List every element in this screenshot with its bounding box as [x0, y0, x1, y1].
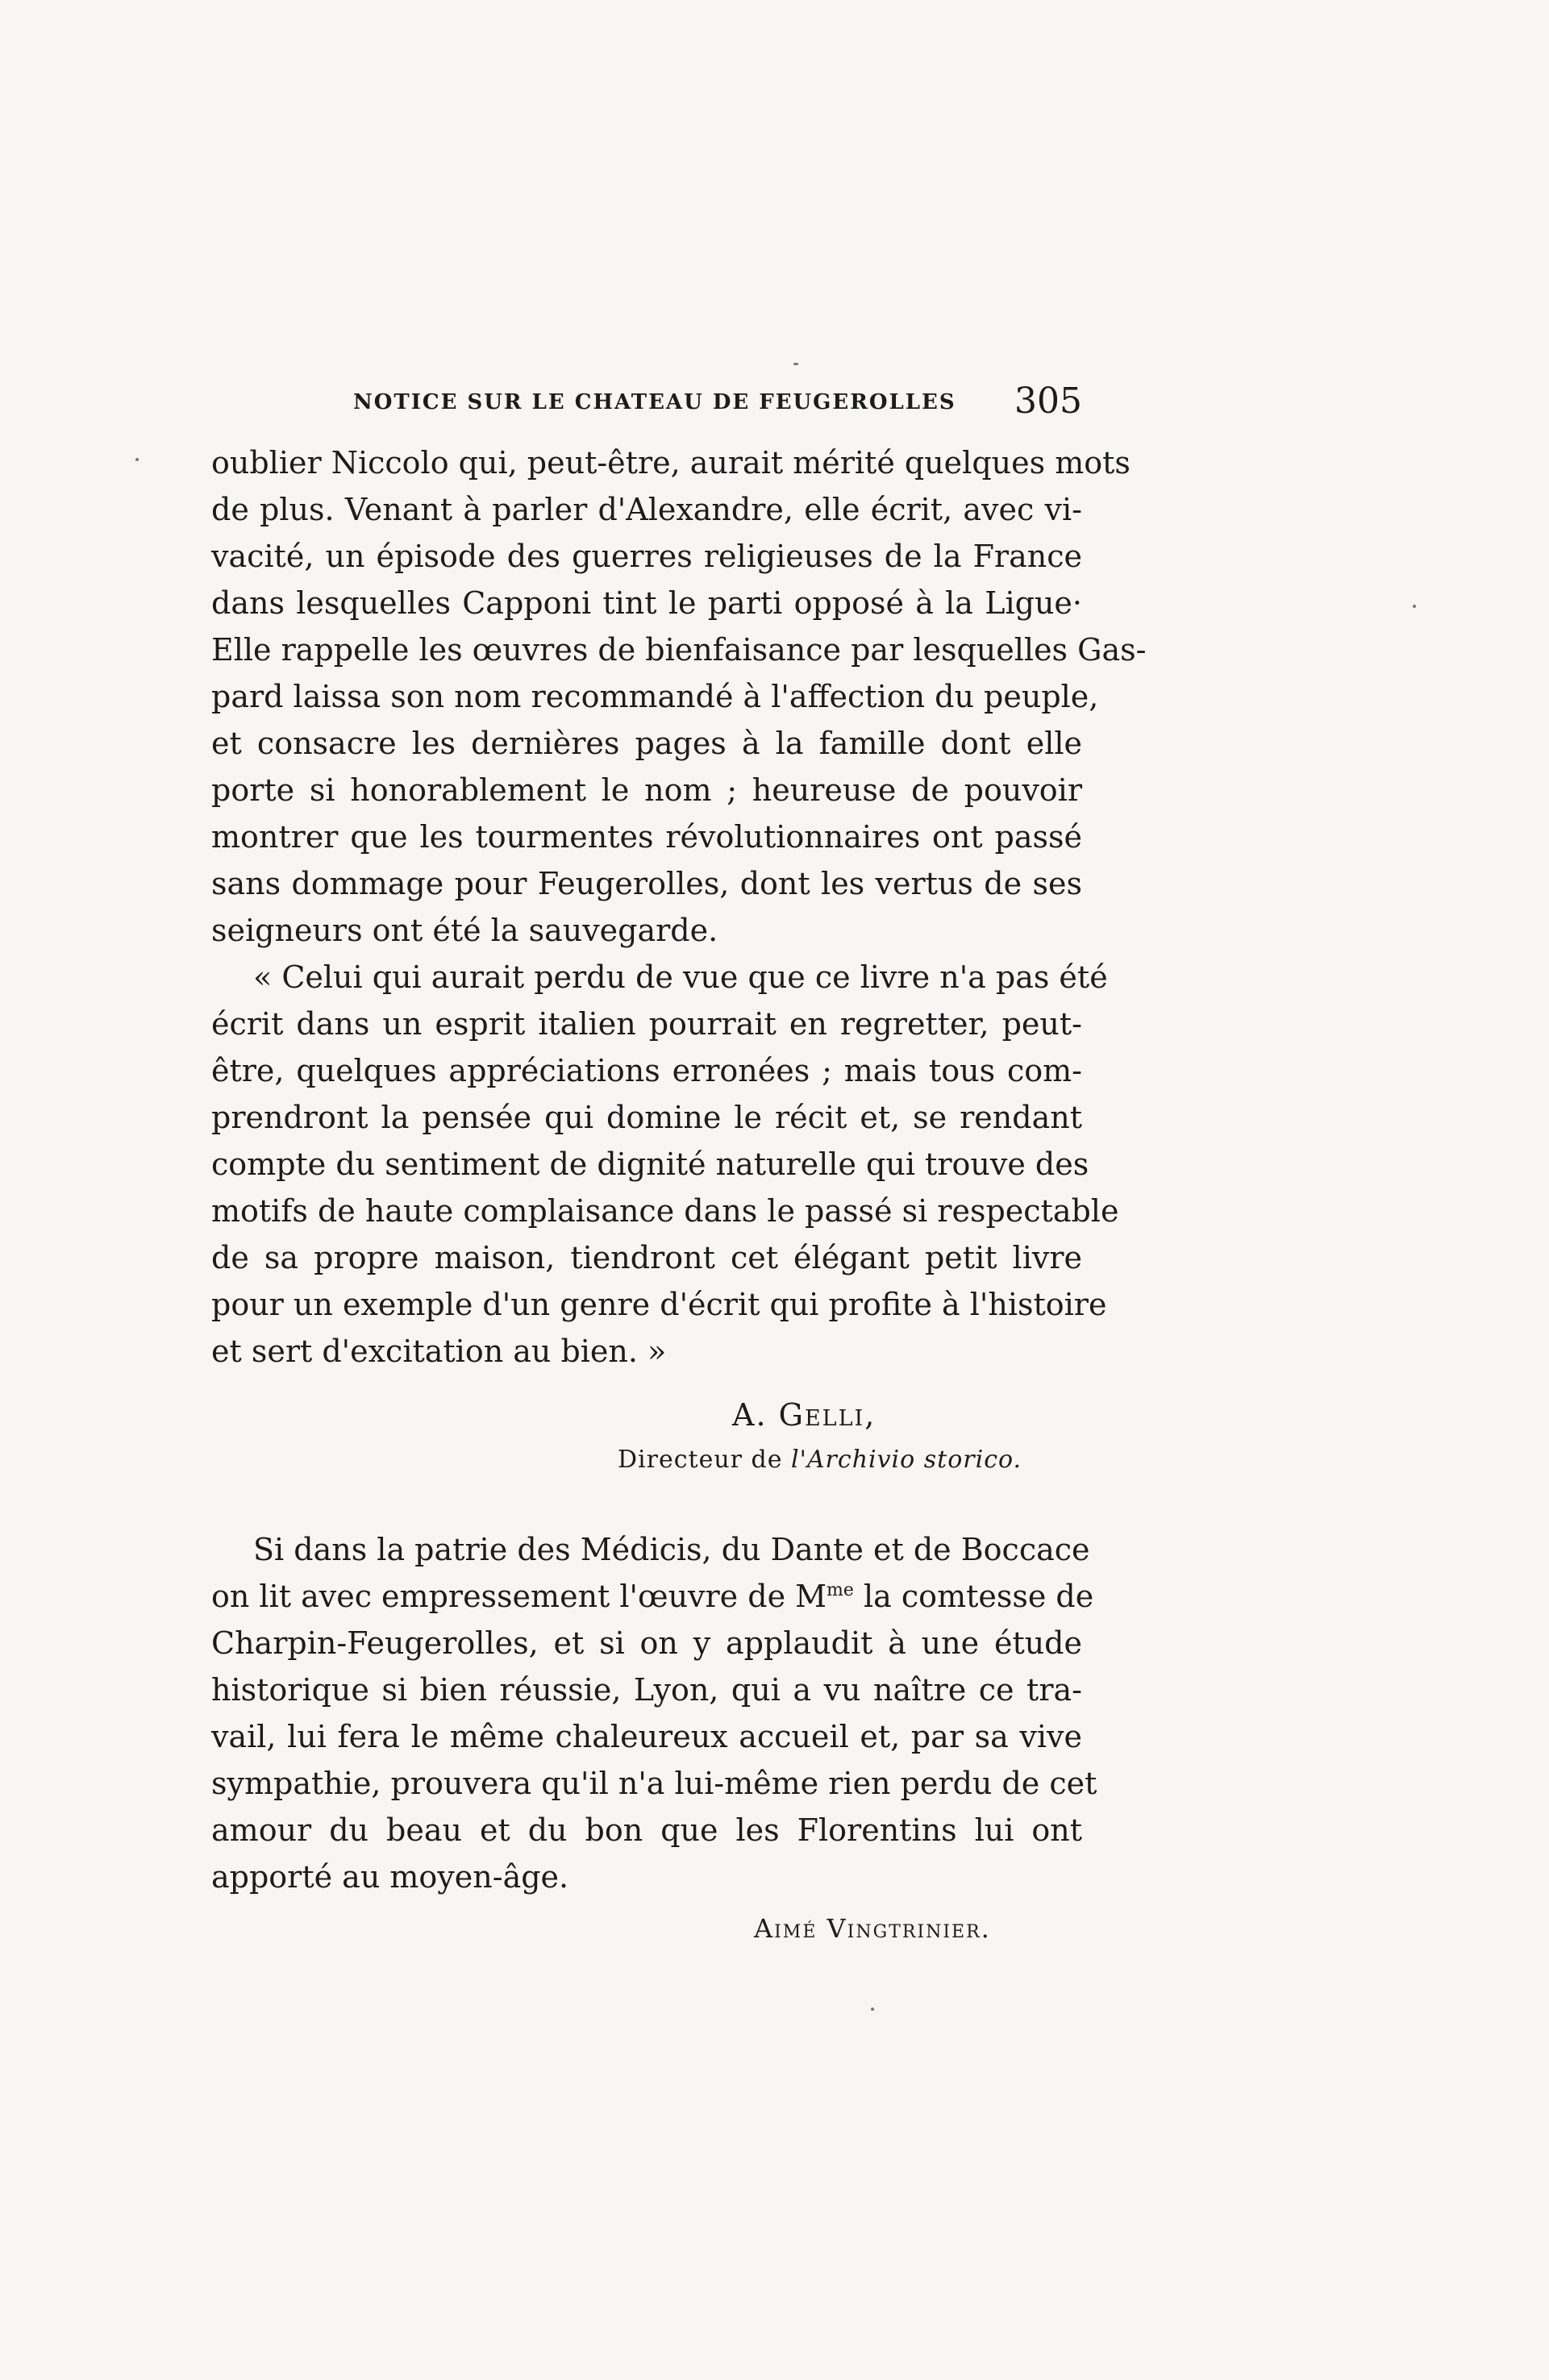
signature-gelli-title-italic: l'Archivio storico. [791, 1446, 1022, 1474]
text-line: oublier Niccolo qui, peut-être, aurait mérité quelques mots [211, 445, 1131, 481]
text-line: seigneurs ont été la sauvegarde. [211, 913, 718, 948]
text-line: écrit dans un esprit italien pourrait en regretter, peut- [211, 1006, 1082, 1042]
text-line [211, 1573, 1094, 1620]
paragraph-1 [211, 439, 1147, 954]
text-line: compte du sentiment de dignité naturelle qui trouve des [211, 1146, 1089, 1182]
text-line: sympathie, prouvera qu'il n'a lui-même rien perdu de cet [211, 1766, 1097, 1801]
paragraph-2-quote [211, 954, 1119, 1375]
text-line: historique si bien réussie, Lyon, qui a vu naître ce tra- [211, 1672, 1082, 1708]
text-line: montrer que les tourmentes révolutionnaires ont passé [211, 819, 1082, 855]
text-line: de sa propre maison, tiendront cet élégant petit livre [211, 1240, 1082, 1275]
text-line: Charpin-Feugerolles, et si on y applaudit à une étude [211, 1625, 1082, 1661]
superscript: me [827, 1580, 854, 1600]
paper-speck [135, 458, 139, 461]
text-line: et consacre les dernières pages à la famille dont elle [211, 726, 1082, 761]
text-line: dans lesquelles Capponi tint le parti opposé à la Ligue· [211, 585, 1082, 621]
text-line: prendront la pensée qui domine le récit et, se rendant [211, 1100, 1082, 1135]
paragraph-3 [211, 1526, 1097, 1900]
signature-gelli-title [618, 1446, 1022, 1474]
text-line: vacité, un épisode des guerres religieuses de la France [211, 539, 1082, 574]
text-line: porte si honorablement le nom ; heureuse de pouvoir [211, 772, 1082, 808]
text-line: Elle rappelle les œuvres de bienfaisance par lesquelles Gas- [211, 632, 1147, 668]
text-line: et sert d'excitation au bien. » [211, 1334, 667, 1369]
signature-gelli-name: A. Gelli, [732, 1397, 877, 1433]
paper-speck [1413, 605, 1416, 608]
text-line: motifs de haute complaisance dans le passé si respectable [211, 1193, 1119, 1229]
text-line: être, quelques appréciations erronées ; mais tous com- [211, 1053, 1082, 1088]
text-segment: la comtesse de [853, 1579, 1094, 1614]
running-title: NOTICE SUR LE CHATEAU DE FEUGEROLLES [353, 390, 956, 414]
running-head [211, 381, 1082, 429]
text-line: amour du beau et du bon que les Florentins lui ont [211, 1812, 1082, 1848]
text-line: Si dans la patrie des Médicis, du Dante et de Boccace [253, 1532, 1090, 1567]
text-line: pour un exemple d'un genre d'écrit qui profite à l'histoire [211, 1287, 1107, 1322]
page-number: 305 [1014, 381, 1082, 422]
text-line: vail, lui fera le même chaleureux accueil et, par sa vive [211, 1719, 1082, 1754]
text-segment: on lit avec empressement l'œuvre de M [211, 1579, 827, 1614]
signature-vingtrinier: Aimé Vingtrinier. [754, 1913, 991, 1944]
paper-speck [793, 363, 798, 365]
signature-gelli-title-prefix: Directeur de [618, 1446, 792, 1474]
text-line: « Celui qui aurait perdu de vue que ce livre n'a pas été [253, 959, 1108, 995]
text-line: sans dommage pour Feugerolles, dont les vertus de ses [211, 866, 1082, 901]
text-line: pard laissa son nom recommandé à l'affection du peuple, [211, 679, 1099, 714]
text-line: de plus. Venant à parler d'Alexandre, elle écrit, avec vi- [211, 492, 1082, 527]
paper-speck [871, 2008, 874, 2011]
text-line: apporté au moyen-âge. [211, 1859, 569, 1895]
